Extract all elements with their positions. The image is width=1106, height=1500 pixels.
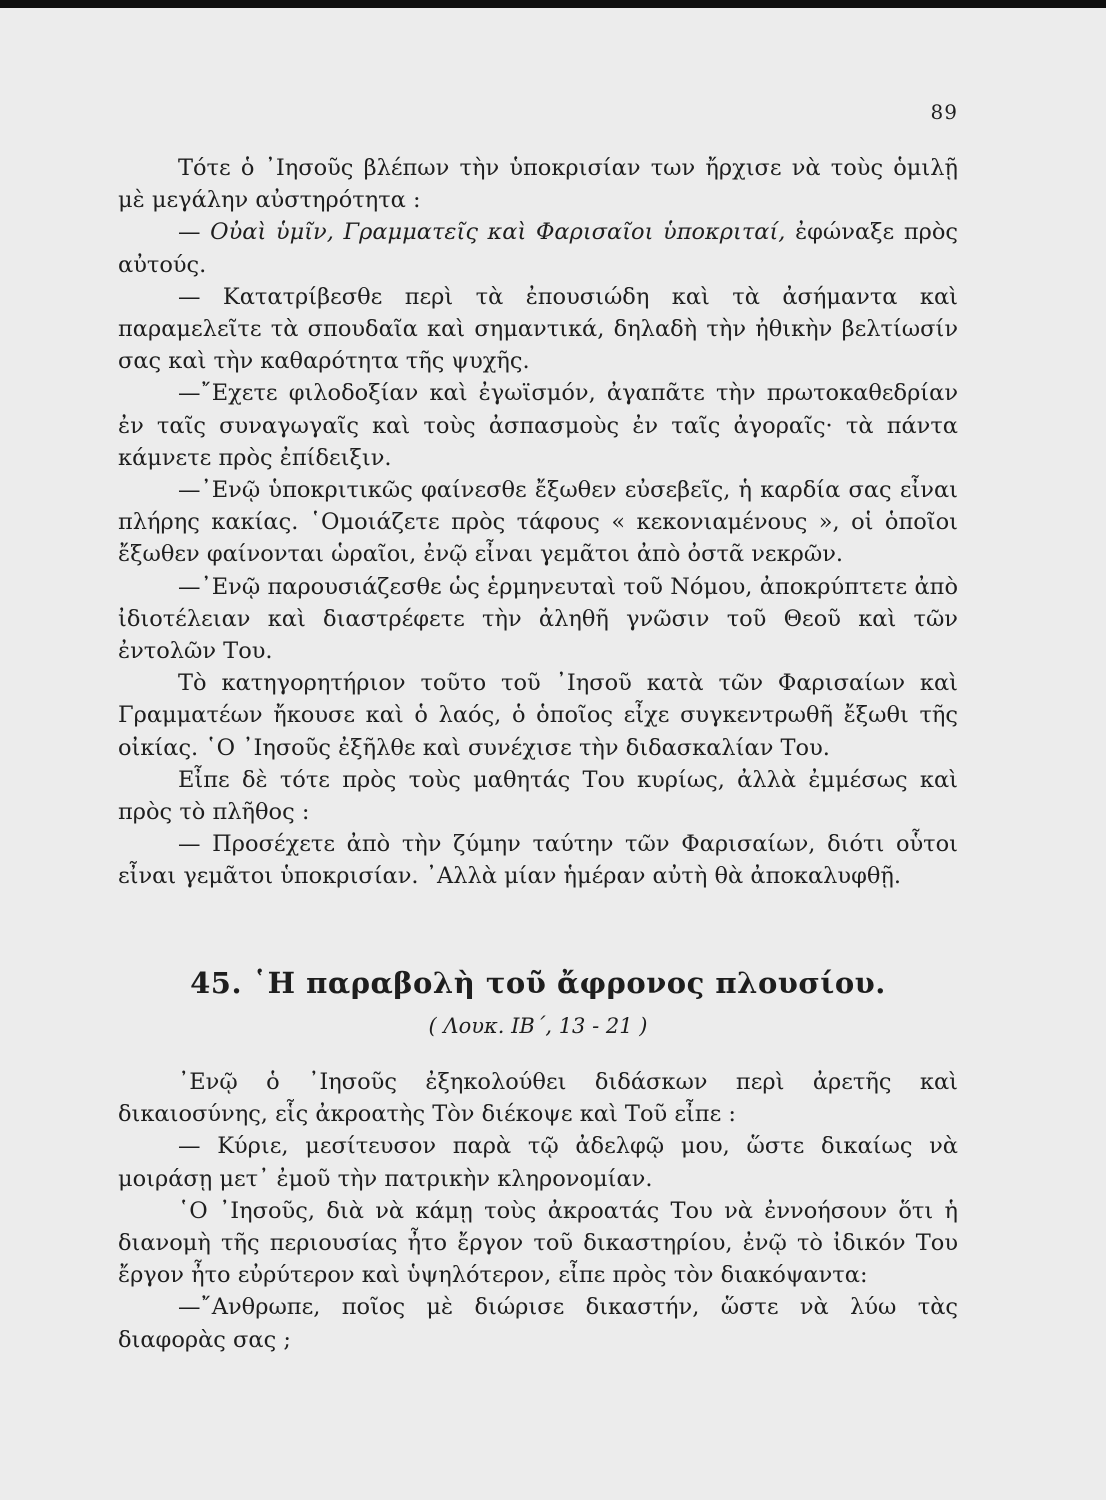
paragraph: Τὸ κατηγορητήριον τοῦτο τοῦ ᾿Ιησοῦ κατὰ τῶν Φαρισαίων καὶ Γραμματέων ἤκουσε καὶ ὁ λαός, ὁ ὁποῖος εἶχε συγκεντρωθῆ ἔξωθι τῆς οἰκίας. ῾Ο ᾿Ιησοῦς ἐξῆλθε καὶ συνέχισε τὴν διδασκαλίαν Του. bbox=[118, 670, 958, 761]
section-reference: ( Λουκ. ΙΒ΄, 13 - 21 ) bbox=[428, 1014, 648, 1038]
page-number: 89 bbox=[930, 100, 958, 124]
paragraph: —῎Ανθρωπε, ποῖος μὲ διώρισε δικαστήν, ὥστε νὰ λύω τὰς διαφορὰς σας ; bbox=[118, 1294, 958, 1353]
paragraph: —῎Εχετε φιλοδοξίαν καὶ ἐγωϊσμόν, ἀγαπᾶτε τὴν πρωτοκαθεδρίαν ἐν ταῖς συναγωγαῖς καὶ τοὺς ἀσπασμοὺς ἐν ταῖς ἀγοραῖς· τὰ πάντα κάμνετε πρὸς ἐπίδειξιν. bbox=[118, 380, 958, 471]
paragraph: — Προσέχετε ἀπὸ τὴν ζύμην ταύτην τῶν Φαρισαίων, διότι οὗτοι εἶναι γεμᾶτοι ὑποκρισίαν. ᾿Αλλὰ μίαν ἡμέραν αὐτὴ θὰ ἀποκαλυφθῇ. bbox=[118, 831, 958, 890]
scan-top-edge bbox=[0, 0, 1106, 8]
paragraph: Τότε ὁ ᾿Ιησοῦς βλέπων τὴν ὑποκρισίαν των ἤρχισε νὰ τοὺς ὁμιλῇ μὲ μεγάλην αὐστηρότητα : bbox=[118, 155, 958, 214]
text-block-lower bbox=[118, 1066, 958, 1356]
paragraph: ᾿Ενῷ ὁ ᾿Ιησοῦς ἐξηκολούθει διδάσκων περὶ ἀρετῆς καὶ δικαιοσύνης, εἷς ἀκροατὴς Τὸν διέκοψε καὶ Τοῦ εἶπε : bbox=[118, 1069, 958, 1128]
paragraph: — Κατατρίβεσθε περὶ τὰ ἐπουσιώδη καὶ τὰ ἀσήμαντα καὶ παραμελεῖτε τὰ σπουδαῖα καὶ σημαντικά, δηλαδὴ τὴν ἠθικὴν βελτίωσίν σας καὶ τὴν καθαρότητα τῆς ψυχῆς. bbox=[118, 283, 958, 375]
quote-rest: ἐφώναξε πρὸς αὐτούς. bbox=[118, 219, 958, 278]
italic-quote: Οὐαὶ ὑμῖν, Γραμματεῖς καὶ Φαρισαῖοι ὑποκριταί, bbox=[210, 219, 786, 246]
paragraph: Εἶπε δὲ τότε πρὸς τοὺς μαθητάς Του κυρίως, ἀλλὰ ἐμμέσως καὶ πρὸς τὸ πλῆθος : bbox=[118, 766, 958, 826]
paragraph: ῾Ο ᾿Ιησοῦς, διὰ νὰ κάμῃ τοὺς ἀκροατάς Του νὰ ἐννοήσουν ὅτι ἡ διανομὴ τῆς περιουσίας ἦτο ἔργον τοῦ δικαστηρίου, ἐνῷ τὸ ἰδικόν Του ἔργον ἦτο εὐρύτερον καὶ ὑψηλότερον, εἶπε πρὸς τὸν διακόψαντα: bbox=[118, 1197, 958, 1289]
section-title: 45. ῾Η παραβολὴ τοῦ ἄφρονος πλουσίου. bbox=[190, 966, 886, 1000]
paragraph: —᾿Ενῷ ὑποκριτικῶς φαίνεσθε ἔξωθεν εὐσεβεῖς, ἡ καρδία σας εἶναι πλήρης κακίας. ῾Ομοιάζετε πρὸς τάφους « κεκονιαμένους », οἱ ὁποῖοι ἔξωθεν φαίνονται ὡραῖοι, ἐνῷ εἶναι γεμᾶτοι ἀπὸ ὀστᾶ νεκρῶν. bbox=[118, 477, 958, 568]
paragraph: —᾿Ενῷ παρουσιάζεσθε ὡς ἑρμηνευταὶ τοῦ Νόμου, ἀποκρύπτετε ἀπὸ ἰδιοτέλειαν καὶ διαστρέφετε τὴν ἀληθῆ γνῶσιν τοῦ Θεοῦ καὶ τῶν ἐντολῶν Του. bbox=[118, 573, 958, 665]
text-block-upper bbox=[118, 152, 958, 893]
paragraph: — Κύριε, μεσίτευσον παρὰ τῷ ἀδελφῷ μου, ὥστε δικαίως νὰ μοιράσῃ μετ᾿ ἐμοῦ τὴν πατρικὴν κληρονομίαν. bbox=[118, 1133, 958, 1192]
paragraph-quote bbox=[118, 216, 958, 280]
dash: — bbox=[178, 219, 211, 246]
